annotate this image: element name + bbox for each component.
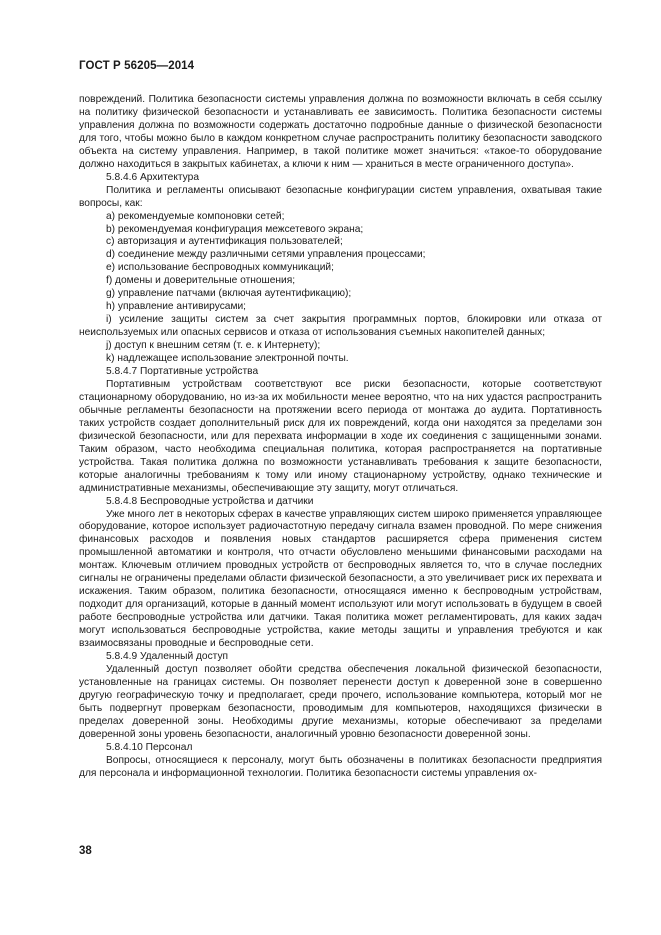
paragraph: Портативным устройствам соответствуют все риски безопасности, которые соответствуют стационарному оборудованию, но из-за их мобильности менее вероятно, что на них удастся распространить обычные регламенты безопасности на протяжении всего периода от монтажа до аудита. Портативность таких устройств создает дополнительный риск для их повреждений, когда они находятся за пределами зон физической безопасности, или для перехвата информации в ходе их соединения с защищенными зонами. Таким образом, часто необходима специальная политика, которая распространяется на портативные устройства. Такая политика должна по возможности устанавливать требования к защите безопасности, которые аналогичны требованиям к тому или иному стационарному устройству, однако технические и административные механизмы, обеспечивающие эту защиту, могут отличаться.	[79, 378, 602, 494]
list-item: g) управление патчами (включая аутентификацию);	[106, 288, 352, 300]
section-heading: 5.8.4.10 Персонал	[106, 741, 193, 753]
section-heading: 5.8.4.6 Архитектура	[106, 171, 199, 183]
document-header: ГОСТ Р 56205—2014	[79, 60, 195, 72]
list-item: d) соединение между различными сетями управления процессами;	[106, 249, 426, 261]
list-item: e) использование беспроводных коммуникаций;	[106, 262, 334, 274]
paragraph: Вопросы, относящиеся к персоналу, могут быть обозначены в политиках безопасности предприятия для персонала и информационной технологии. Политика безопасности системы управления ох-	[79, 754, 602, 779]
list-item: a) рекомендуемые компоновки сетей;	[106, 210, 285, 222]
list-item: h) управление антивирусами;	[106, 301, 246, 313]
paragraph: Уже много лет в некоторых сферах в качестве управляющих систем широко применяется управляющее оборудование, которое использует радиочастотную передачу сигнала взамен проводной. По мере снижения финансовых расходов и появления новых стандартов расширяется сфера применения систем промышленной автоматики и контроля, что отчасти обусловлено меньшими финансовыми расходами на монтаж. Ключевым отличием проводных устройств от беспроводных является то, что в случае последних сигналы не ограничены пределами области физической безопасности, а это увеличивает риск их перехвата и искажения. Таким образом, политика безопасности, относящаяся именно к беспроводным устройствам, подходит для организаций, которые в данный момент используют или могут использовать в будущем в своей работе беспроводные устройства или датчики. Такая политика может регламентировать, для каких задач могут использоваться беспроводные устройства, какие методы защиты и управления требуются и как взаимосвязаны проводные и беспроводные сети.	[79, 508, 602, 650]
paragraph: повреждений. Политика безопасности системы управления должна по возможности включать в себя ссылку на политику физической безопасности и устанавливать ее зависимость. Политика безопасности системы управления должна по возможности содержать достаточно подробные данные о физической безопасности для того, чтобы можно было в каждом конкретном случае распространить политику безопасности заводского объекта на систему управления. Например, в такой политике может значиться: «такое-то оборудование должно находиться в закрытых кабинетах, а ключи к ним — храниться в месте ограниченного доступа».	[79, 94, 602, 170]
list-item: b) рекомендуемая конфигурация межсетевого экрана;	[106, 223, 364, 235]
list-item: i) усиление защиты систем за счет закрытия программных портов, блокировки или отказа от неиспользуемых или опасных сервисов и отказа от использования съемных накопителей данных;	[79, 314, 602, 339]
document-body	[79, 94, 602, 781]
list-item: f) домены и доверительные отношения;	[106, 275, 296, 287]
list-item: j) доступ к внешним сетям (т. е. к Интернету);	[106, 340, 321, 352]
section-heading: 5.8.4.9 Удаленный доступ	[106, 650, 229, 662]
paragraph: Удаленный доступ позволяет обойти средства обеспечения локальной физической безопасности, установленные на границах системы. Он позволяет перенести доступ к доверенной зоне в совершенно другую географическую точку и предполагает, среди прочего, использование компьютера, который мог не быть подвергнут проверкам безопасности, проводимым для компьютеров, находящихся физически в пределах доверенной зоны. Необходимы другие механизмы, которые обеспечивают за пределами доверенной зоны уровень безопасности, аналогичный уровню безопасности доверенной зоны.	[79, 663, 602, 740]
section-heading: 5.8.4.8 Беспроводные устройства и датчики	[106, 495, 314, 507]
paragraph: Политика и регламенты описывают безопасные конфигурации систем управления, охватывая такие вопросы, как:	[79, 184, 602, 209]
list-item: c) авторизация и аутентификация пользователей;	[106, 236, 343, 248]
section-heading: 5.8.4.7 Портативные устройства	[106, 366, 259, 378]
page-number: 38	[79, 845, 92, 857]
list-item: k) надлежащее использование электронной почты.	[106, 353, 349, 365]
